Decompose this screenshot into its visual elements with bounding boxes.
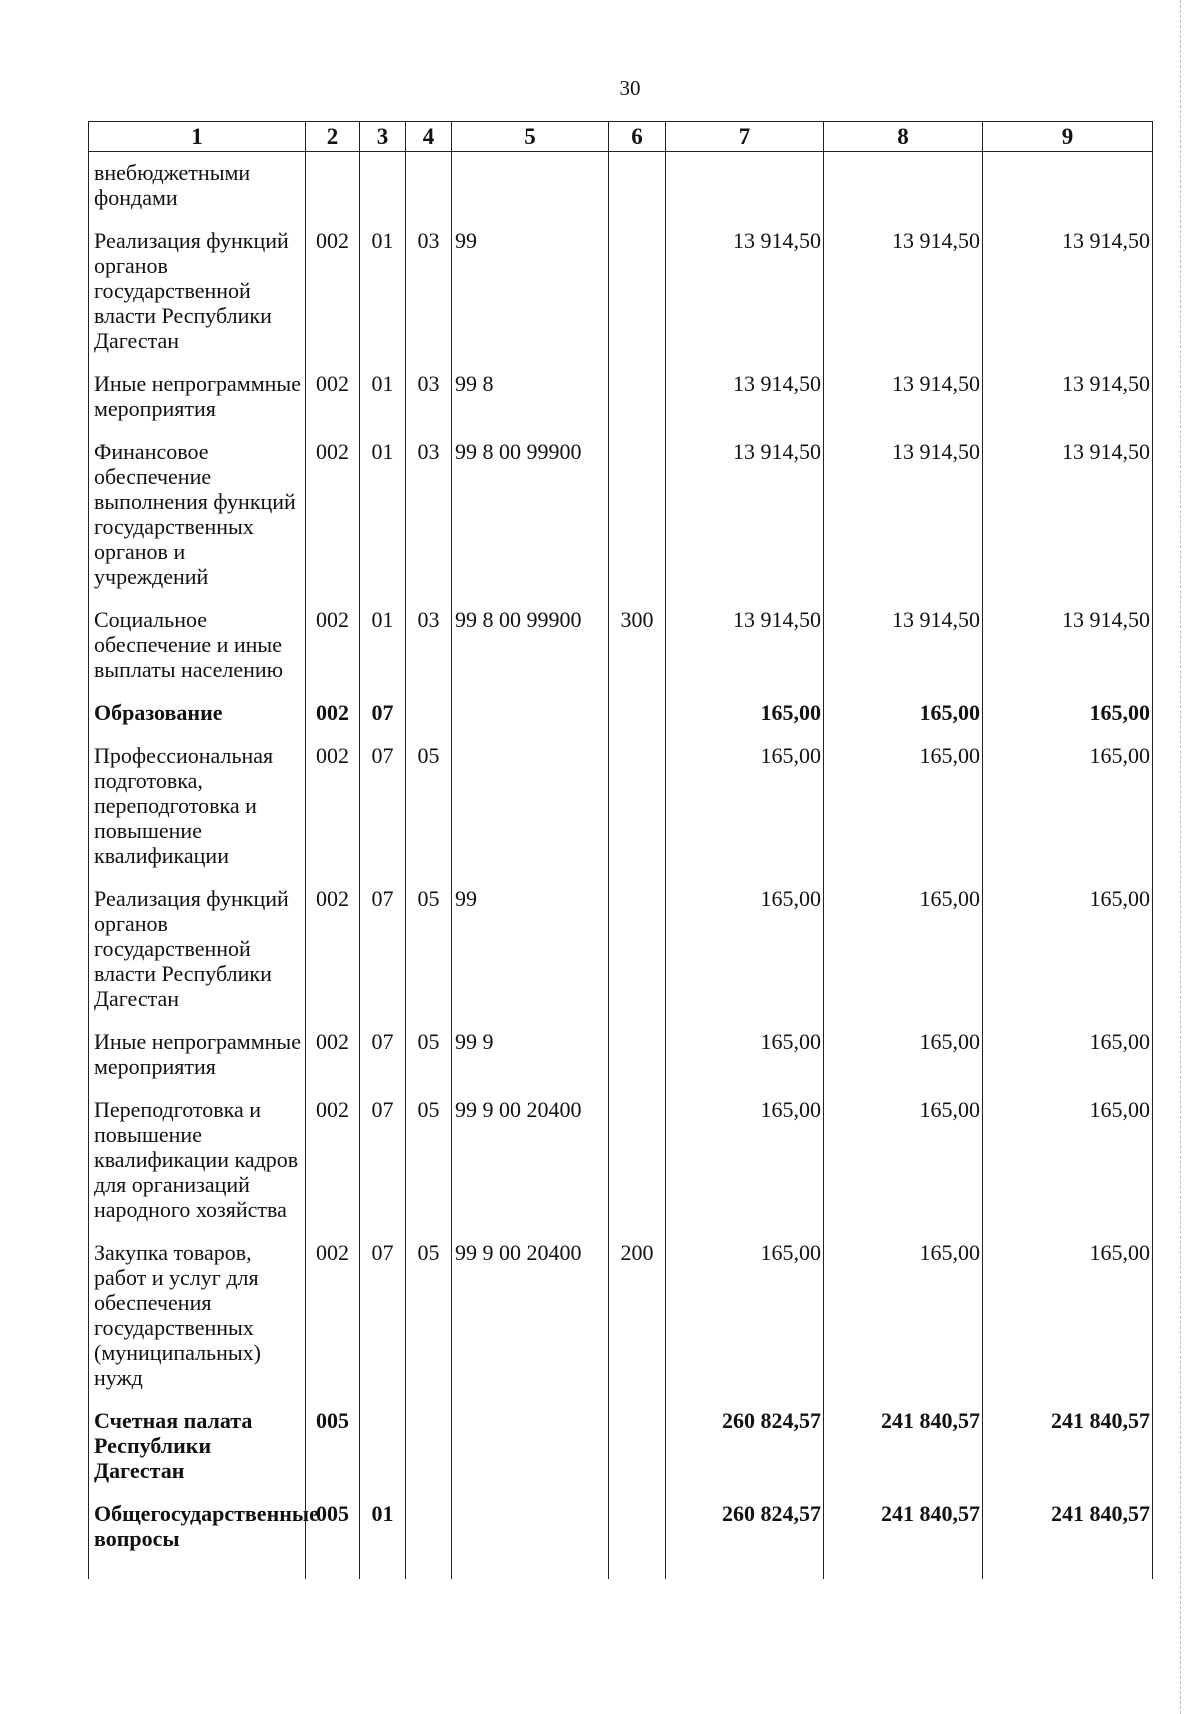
cell-vr (609, 439, 666, 607)
cell-sum2: 13 914,50 (824, 228, 983, 371)
cell-rz: 01 (360, 228, 406, 371)
cell-sum1: 260 824,57 (666, 1501, 824, 1579)
cell-cs (452, 743, 609, 886)
cell-pr: 05 (406, 1240, 452, 1408)
cell-sum1 (666, 152, 824, 229)
cell-gr: 002 (306, 700, 360, 743)
cell-rz: 07 (360, 1097, 406, 1240)
cell-sum2: 241 840,57 (824, 1408, 983, 1501)
cell-vr: 300 (609, 607, 666, 700)
table-row (89, 1097, 1153, 1240)
table-row (89, 371, 1153, 439)
table-row (89, 886, 1153, 1029)
cell-gr: 002 (306, 1029, 360, 1097)
scan-edge-line (1180, 0, 1182, 1714)
cell-sum3: 165,00 (983, 743, 1153, 886)
cell-sum3: 13 914,50 (983, 439, 1153, 607)
cell-sum1: 165,00 (666, 743, 824, 886)
cell-sum3: 165,00 (983, 700, 1153, 743)
column-header-rz: 3 (360, 122, 406, 152)
column-header-sum3: 9 (983, 122, 1153, 152)
cell-name: Реализация функций органов государственной власти Республики Дагестан (89, 886, 306, 1029)
cell-cs (452, 700, 609, 743)
cell-sum3 (983, 152, 1153, 229)
cell-sum2: 13 914,50 (824, 439, 983, 607)
column-header-name: 1 (89, 122, 306, 152)
cell-pr: 05 (406, 1097, 452, 1240)
cell-sum2: 13 914,50 (824, 371, 983, 439)
cell-sum2: 165,00 (824, 1240, 983, 1408)
table-row (89, 439, 1153, 607)
cell-vr (609, 743, 666, 886)
cell-cs: 99 8 00 99900 (452, 439, 609, 607)
cell-sum3: 13 914,50 (983, 228, 1153, 371)
column-header-cs: 5 (452, 122, 609, 152)
cell-vr (609, 228, 666, 371)
cell-name: Переподготовка и повышение квалификации кадров для организаций народного хозяйства (89, 1097, 306, 1240)
table-row (89, 1501, 1153, 1579)
cell-cs: 99 9 (452, 1029, 609, 1097)
cell-sum3: 241 840,57 (983, 1408, 1153, 1501)
cell-name: Социальное обеспечение и иные выплаты населению (89, 607, 306, 700)
cell-name: Финансовое обеспечение выполнения функций государственных органов и учреждений (89, 439, 306, 607)
cell-rz: 07 (360, 700, 406, 743)
header-row (89, 122, 1153, 152)
cell-name: Закупка товаров, работ и услуг для обеспечения государственных (муниципальных) нужд (89, 1240, 306, 1408)
cell-name: Иные непрограммные мероприятия (89, 1029, 306, 1097)
page-number: 30 (619, 76, 641, 100)
cell-gr (306, 152, 360, 229)
table-row (89, 743, 1153, 886)
column-header-pr: 4 (406, 122, 452, 152)
cell-gr: 002 (306, 371, 360, 439)
cell-cs: 99 8 (452, 371, 609, 439)
cell-gr: 002 (306, 439, 360, 607)
cell-sum2: 165,00 (824, 743, 983, 886)
cell-gr: 002 (306, 743, 360, 886)
budget-table (88, 121, 1153, 1579)
cell-sum3: 13 914,50 (983, 371, 1153, 439)
cell-vr (609, 1408, 666, 1501)
cell-pr: 03 (406, 439, 452, 607)
cell-vr: 200 (609, 1240, 666, 1408)
cell-rz: 01 (360, 607, 406, 700)
cell-gr: 005 (306, 1501, 360, 1579)
cell-cs (452, 1408, 609, 1501)
cell-sum2 (824, 152, 983, 229)
table-row (89, 1029, 1153, 1097)
cell-sum3: 13 914,50 (983, 607, 1153, 700)
cell-pr (406, 1408, 452, 1501)
column-header-gr: 2 (306, 122, 360, 152)
cell-name: Профессиональная подготовка, переподготовка и повышение квалификации (89, 743, 306, 886)
cell-sum3: 165,00 (983, 886, 1153, 1029)
cell-vr (609, 1097, 666, 1240)
cell-sum2: 13 914,50 (824, 607, 983, 700)
cell-sum2: 165,00 (824, 1097, 983, 1240)
cell-sum3: 241 840,57 (983, 1501, 1153, 1579)
cell-pr: 03 (406, 228, 452, 371)
cell-gr: 002 (306, 1240, 360, 1408)
table-row (89, 152, 1153, 229)
cell-cs: 99 9 00 20400 (452, 1240, 609, 1408)
cell-pr (406, 152, 452, 229)
cell-rz: 07 (360, 1029, 406, 1097)
cell-gr: 002 (306, 1097, 360, 1240)
cell-sum1: 165,00 (666, 1240, 824, 1408)
table-row (89, 700, 1153, 743)
table-row (89, 228, 1153, 371)
cell-sum3: 165,00 (983, 1240, 1153, 1408)
cell-cs (452, 152, 609, 229)
cell-gr: 005 (306, 1408, 360, 1501)
cell-sum2: 241 840,57 (824, 1501, 983, 1579)
cell-sum1: 13 914,50 (666, 371, 824, 439)
cell-sum1: 165,00 (666, 1029, 824, 1097)
cell-sum1: 13 914,50 (666, 439, 824, 607)
cell-gr: 002 (306, 228, 360, 371)
cell-sum2: 165,00 (824, 1029, 983, 1097)
cell-rz: 07 (360, 743, 406, 886)
table-row (89, 1408, 1153, 1501)
cell-sum1: 260 824,57 (666, 1408, 824, 1501)
column-header-sum1: 7 (666, 122, 824, 152)
cell-sum1: 13 914,50 (666, 228, 824, 371)
cell-vr (609, 152, 666, 229)
cell-cs: 99 (452, 228, 609, 371)
table-body (89, 152, 1153, 1580)
cell-gr: 002 (306, 607, 360, 700)
cell-vr (609, 1501, 666, 1579)
table-row (89, 1240, 1153, 1408)
cell-rz: 01 (360, 1501, 406, 1579)
cell-vr (609, 700, 666, 743)
column-header-vr: 6 (609, 122, 666, 152)
column-header-sum2: 8 (824, 122, 983, 152)
cell-sum3: 165,00 (983, 1029, 1153, 1097)
cell-name: Образование (89, 700, 306, 743)
cell-sum1: 165,00 (666, 886, 824, 1029)
cell-pr: 05 (406, 1029, 452, 1097)
cell-vr (609, 1029, 666, 1097)
cell-vr (609, 371, 666, 439)
cell-rz: 07 (360, 886, 406, 1029)
cell-pr: 05 (406, 886, 452, 1029)
cell-cs (452, 1501, 609, 1579)
cell-rz (360, 1408, 406, 1501)
cell-sum2: 165,00 (824, 700, 983, 743)
table-row (89, 607, 1153, 700)
cell-sum1: 13 914,50 (666, 607, 824, 700)
cell-name: внебюджетными фондами (89, 152, 306, 229)
cell-rz: 01 (360, 371, 406, 439)
cell-name: Счетная палата Республики Дагестан (89, 1408, 306, 1501)
cell-rz: 01 (360, 439, 406, 607)
cell-gr: 002 (306, 886, 360, 1029)
cell-pr (406, 700, 452, 743)
cell-pr: 03 (406, 371, 452, 439)
cell-sum3: 165,00 (983, 1097, 1153, 1240)
cell-cs: 99 (452, 886, 609, 1029)
cell-name: Иные непрограммные мероприятия (89, 371, 306, 439)
cell-name: Реализация функций органов государственной власти Республики Дагестан (89, 228, 306, 371)
cell-pr: 03 (406, 607, 452, 700)
cell-cs: 99 9 00 20400 (452, 1097, 609, 1240)
cell-sum1: 165,00 (666, 1097, 824, 1240)
cell-sum1: 165,00 (666, 700, 824, 743)
cell-rz (360, 152, 406, 229)
cell-rz: 07 (360, 1240, 406, 1408)
cell-cs: 99 8 00 99900 (452, 607, 609, 700)
cell-pr (406, 1501, 452, 1579)
cell-vr (609, 886, 666, 1029)
cell-name: Общегосударственные вопросы (89, 1501, 306, 1579)
cell-pr: 05 (406, 743, 452, 886)
cell-sum2: 165,00 (824, 886, 983, 1029)
